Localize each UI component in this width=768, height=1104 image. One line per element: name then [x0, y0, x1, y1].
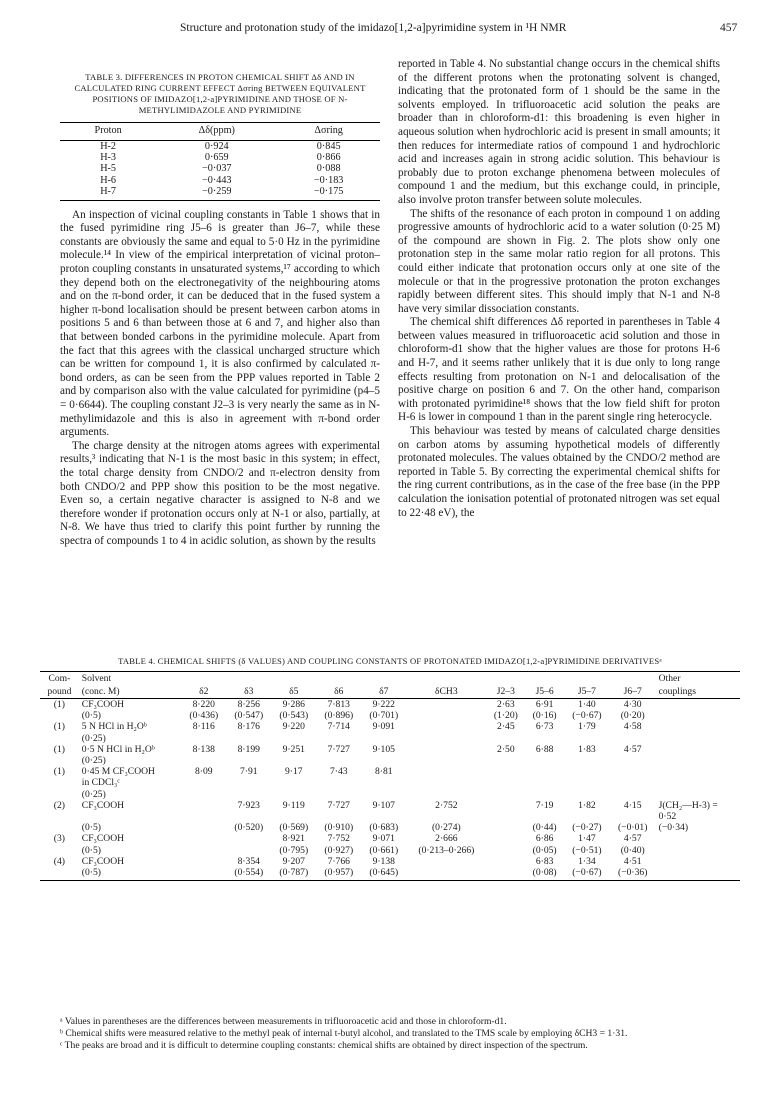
table-cell [656, 777, 740, 788]
table-cell: (1·20) [493, 710, 518, 722]
table-cell: 8·81 [374, 766, 393, 778]
table-cell: 9·105 [372, 743, 395, 755]
table-cell [406, 710, 486, 721]
table-cell: 4·57 [623, 833, 642, 845]
table-cell: 5 N HCl in H₂Oᵇ [81, 721, 147, 733]
table-cell [525, 811, 564, 822]
table-cell: (0·16) [532, 710, 557, 722]
table-cell [610, 789, 656, 800]
table-cell [406, 699, 486, 711]
table-cell: 0·52 [658, 811, 677, 823]
table-cell: 0·45 M CF₃COOH [81, 766, 155, 778]
table-cell: H-5 [100, 163, 117, 175]
table-cell [525, 755, 564, 766]
table-cell: (0·274) [431, 822, 461, 834]
table-cell: (2) [53, 799, 65, 811]
table-cell [610, 755, 656, 766]
table-cell: (1) [53, 766, 65, 778]
table-cell: (0·683) [369, 822, 399, 834]
table-cell: (0·25) [81, 732, 106, 744]
table-cell [271, 733, 316, 744]
table-cell: −0·175 [277, 186, 380, 200]
table-cell [610, 733, 656, 744]
table-cell [486, 777, 525, 788]
table-row [60, 140, 380, 152]
footnote-b: ᵇ Chemical shifts were measured relative to the methyl peak of internal t-butyl alcohol, and translated to the TMS scale by employing δCH3 = 1·31. [60, 1028, 628, 1039]
table-cell [486, 867, 525, 881]
table3-header-cell: Δσring [277, 123, 380, 141]
table-row [40, 755, 740, 766]
table-cell [40, 789, 79, 800]
table-row [40, 744, 740, 755]
table-cell: (0·213–0·266) [418, 844, 475, 856]
table-header-cell [181, 672, 226, 686]
table-cell: 0·845 [316, 140, 341, 152]
table-cell [486, 845, 525, 856]
table-cell [406, 755, 486, 766]
table-cell [79, 811, 181, 822]
table-cell [406, 867, 486, 881]
table-cell [656, 733, 740, 744]
table-cell: 7·923 [237, 799, 260, 811]
table-cell: 4·30 [623, 699, 642, 710]
table-cell: (0·520) [234, 822, 264, 834]
table-cell [361, 755, 406, 766]
table-cell [656, 766, 740, 777]
table-row [40, 833, 740, 844]
table-row [60, 186, 380, 200]
table-cell [181, 777, 226, 788]
table-cell: (0·5) [79, 867, 181, 881]
table-cell [181, 856, 226, 867]
table-cell: (−0·34) [658, 822, 689, 834]
table-cell: 9·222 [372, 699, 395, 710]
footnotes [60, 1016, 740, 1052]
table-cell [40, 845, 79, 856]
table-cell: H-6 [100, 174, 117, 186]
table-header-cell: δ7 [361, 685, 406, 699]
table-cell [564, 777, 610, 788]
table-cell: CF₃COOH [81, 699, 125, 710]
footnote-a: ᵃ Values in parentheses are the differences between measurements in trifluoroacetic acid and those in chloroform-d1. [60, 1016, 507, 1027]
table-cell: 6·73 [535, 721, 554, 733]
table-header-cell: J5–6 [525, 685, 564, 699]
table-header-cell [361, 672, 406, 686]
table-header-cell: pound [40, 685, 79, 699]
table4-caption: TABLE 4. CHEMICAL SHIFTS (δ VALUES) AND COUPLING CONSTANTS OF PROTONATED IMIDAZO[1,2-a]PYRIMIDINE DERIVATIVESᵃ [118, 656, 662, 666]
table-cell: 9·220 [282, 721, 305, 733]
table-cell [271, 755, 316, 766]
table-cell: 1·82 [578, 799, 596, 811]
table-cell: 1·47 [578, 833, 596, 845]
table-cell: (0·05) [532, 844, 557, 856]
table-cell [226, 755, 271, 766]
table-cell: (0·547) [234, 710, 264, 722]
table-cell: 8·199 [237, 743, 260, 755]
table-cell: (0·25) [81, 755, 106, 767]
table-header-cell: J5–7 [564, 685, 610, 699]
table3-header-cell: Δδ(ppm) [156, 123, 277, 141]
table-cell [271, 811, 316, 822]
table-cell [40, 755, 79, 766]
table-header-cell [486, 672, 525, 686]
table-header-cell: δ5 [271, 685, 316, 699]
table-cell: 8·09 [194, 766, 213, 778]
table-cell: (−0·27) [572, 822, 602, 834]
table-cell: H-2 [100, 140, 117, 152]
table-cell: 9·207 [282, 855, 305, 867]
table-cell: (0·40) [620, 844, 645, 856]
table-cell [486, 789, 525, 800]
table-cell [486, 766, 525, 777]
table-header-cell [406, 672, 486, 686]
table-header-cell [564, 672, 610, 686]
table-row [60, 152, 380, 163]
table-cell [486, 833, 525, 844]
table-cell [525, 789, 564, 800]
table-cell [525, 766, 564, 777]
table-cell [406, 766, 486, 777]
table-cell: (0·910) [324, 822, 354, 834]
table-cell: (0·787) [271, 867, 316, 881]
table3-caption: TABLE 3. DIFFERENCES IN PROTON CHEMICAL SHIFT Δδ AND IN CALCULATED RING CURRENT EFFECT Δσring BETWEEN EQUIVALENT POSITIONS OF IMIDAZO[1,2-a]PYRIMIDINE AND THOSE OF N-METHYLIMIDAZOLE AND PYRIMIDINE [74, 72, 366, 115]
table-row [40, 766, 740, 777]
table-cell: (0·543) [279, 710, 309, 722]
table-row [40, 856, 740, 867]
table-cell: (−0·67) [564, 867, 610, 881]
table-cell: 0·924 [204, 140, 229, 152]
table-cell: 4·51 [623, 855, 642, 867]
table-cell [406, 789, 486, 800]
table-cell: −0·183 [313, 174, 344, 186]
table-cell: 7·714 [327, 721, 350, 733]
table-cell: (1) [53, 721, 65, 733]
table-cell: in CDCl₃ᶜ [81, 777, 120, 789]
table-cell: (0·701) [369, 710, 399, 722]
table-cell [406, 856, 486, 867]
table-cell [656, 710, 740, 721]
table-cell: (1) [53, 699, 65, 710]
table-cell [525, 733, 564, 744]
table-cell: 7·766 [327, 855, 350, 867]
table-cell [656, 755, 740, 766]
table-row [40, 721, 740, 732]
table-cell: 4·58 [623, 721, 642, 733]
table-cell: −0·037 [202, 163, 232, 175]
table-row [40, 789, 740, 800]
table-cell [406, 811, 486, 822]
table-cell [316, 755, 361, 766]
table-cell: CF₃COOH [81, 833, 125, 845]
table-header-cell: δ6 [316, 685, 361, 699]
table-header-cell: couplings [656, 685, 740, 699]
table-cell [316, 777, 361, 788]
table3-header-row [60, 123, 380, 141]
table-cell: J(CH₂—H-3) = [658, 799, 718, 811]
body-paragraph: An inspection of vicinal coupling constants in Table 1 shows that in the fused pyrimidine ring J5–6 is greater than J6–7, while these constants are obviously the same and equal to 5·0 Hz in the pyrimidine molecule.¹⁴ In view of the empirical interpretation of vicinal proton–proton coupling constants in unsaturated systems,¹⁷ according to which they depend both on the electronegativity of the neighbouring atoms and on the π-bond order, it can be deduced that in the fused system a higher π-bond localisation should be present between carbon atoms in positions 5 and 6 than between those at 6 and 7, and higher also than that between bonded carbons in the pyrimidine molecule. Apart from the fact that this agrees with the classical uncharged structure which can be written for compound 1, it is also confirmed by calculated π-bond orders, as can be seen from the PPP values reported in Table 2 and by comparison also with the value calculated for pyrimidine (p4–5 = 0·6644). The coupling constant J2–3 is very nearly the same as in N-methylimidazole and this is also in agreement with π-bond order arguments. [60, 208, 380, 439]
table-cell: (4) [53, 855, 65, 867]
table-cell: 8·354 [237, 855, 260, 867]
table-cell: (−0·67) [572, 710, 602, 722]
table3-body [60, 140, 380, 200]
table-cell: 2·45 [497, 721, 515, 733]
table-cell: 2·666 [435, 833, 458, 845]
table-header-cell: δCH3 [406, 685, 486, 699]
table-cell [226, 811, 271, 822]
table-cell [181, 733, 226, 744]
table-cell [610, 766, 656, 777]
table-cell: 7·752 [327, 833, 350, 845]
table-cell: 9·107 [372, 799, 395, 811]
table-cell: H-3 [100, 152, 117, 163]
table-cell: 2·752 [435, 799, 458, 811]
table-header-cell: Other [656, 672, 740, 686]
table-cell [486, 811, 525, 822]
table4-head [40, 672, 740, 699]
table-header-cell [271, 672, 316, 686]
table-cell: (0·5) [81, 710, 101, 722]
table-cell: 2·50 [497, 743, 515, 755]
table-header-cell: Solvent [79, 672, 181, 686]
table-cell [226, 733, 271, 744]
table-cell [40, 733, 79, 744]
body-paragraph: reported in Table 4. No substantial change occurs in the chemical shifts of the different protons when the protonating solvent is changed, indicating that the protonated form of 1 should be the same in the solvents employed. In trifluoroacetic acid solution the peaks are broader than in chloroform-d1: this broadening is even higher in aqueous solution when hydrochloric acid is present in small amounts; it then reduces for intermediate ratios of compound 1 and hydrochloric acid and increases again in strong acidic solution. This behaviour is probably due to proton exchange phenomena between molecules of compound 1 and the medium, but this exchange could, in principle, also involve proton transfer between solute molecules. [398, 58, 720, 206]
table-cell [181, 822, 226, 833]
table-cell [181, 833, 226, 844]
body-paragraph: This behaviour was tested by means of calculated charge densities on carbon atoms by assuming hypothetical models of differently protonated molecules. The values obtained by the CNDO/2 method are reported in Table 5. By correcting the experimental chemical shifts for the ring current contributions, as in the case of the free base (in the PPP calculation the ionisation potential of protonated nitrogen was set equal to 22·48 eV), the [398, 425, 720, 519]
table-header-cell: Com- [40, 672, 79, 686]
table-cell: 7·813 [327, 699, 350, 710]
table-row [40, 699, 740, 711]
left-column [60, 72, 380, 548]
table-cell: 1·40 [578, 699, 596, 710]
table-cell: 9·071 [372, 833, 395, 845]
table-cell: 6·91 [535, 699, 554, 710]
table-cell [656, 699, 740, 711]
table-header-row [40, 672, 740, 686]
table-cell: CF₃COOH [81, 799, 125, 811]
table-cell [406, 777, 486, 788]
table-header-cell: (conc. M) [79, 685, 181, 699]
table-cell: 9·138 [372, 855, 395, 867]
table-cell [610, 811, 656, 822]
table-cell: 4·15 [623, 799, 642, 811]
table-cell [40, 777, 79, 788]
table-cell [564, 755, 610, 766]
table-cell: 8·176 [237, 721, 260, 733]
table-cell: CF₃COOH [81, 855, 125, 867]
table-cell: 0·088 [316, 163, 341, 175]
table-cell [316, 811, 361, 822]
table-cell: 8·138 [192, 743, 215, 755]
table4-block [40, 656, 740, 881]
table-header-cell [226, 672, 271, 686]
table-cell [486, 800, 525, 811]
table-cell: 7·727 [327, 743, 350, 755]
table-cell: 9·286 [282, 699, 305, 710]
table-cell [486, 856, 525, 867]
table-cell: (−0·51) [572, 844, 602, 856]
table-header-cell: J6–7 [610, 685, 656, 699]
table-cell [40, 867, 79, 881]
table-cell [361, 789, 406, 800]
table-cell [181, 845, 226, 856]
table-cell [40, 811, 79, 822]
table-header-row [40, 685, 740, 699]
footnote-c: ᶜ The peaks are broad and it is difficult to determine coupling constants: chemical shifts are obtained by direct inspection of the spectrum. [60, 1040, 588, 1051]
table-cell: (3) [53, 833, 65, 845]
table-cell [181, 811, 226, 822]
table-cell: (0·25) [81, 788, 106, 800]
table-cell: (0·795) [279, 844, 309, 856]
body-paragraph: The charge density at the nitrogen atoms agrees with experimental results,³ indicating that N-1 is the most basic in this system; in effect, the total charge density from CNDO/2 and π-electron density from both CNDO/2 and PPP show this position to be the most negative. Even so, a certain negative character is assigned to N-8 and we therefore wonder if protonation occurs only at N-1 or also, partially, at N-8. We have thus tried to clarify this point further by running the spectra of compounds 1 to 4 in acidic solution, as shown by the results [60, 439, 380, 547]
table-row [40, 800, 740, 811]
table-cell: 2·63 [497, 699, 515, 710]
table-cell [316, 789, 361, 800]
table-row [40, 710, 740, 721]
table-cell [564, 811, 610, 822]
running-title: Structure and protonation study of the imidazo[1,2-a]pyrimidine system in ¹H NMR [180, 22, 567, 34]
table-cell: 0·5 N HCl in H₂Oᵇ [81, 743, 155, 755]
table-cell: 9·091 [372, 721, 395, 733]
table-cell: 7·727 [327, 799, 350, 811]
table-cell [564, 766, 610, 777]
table-cell: (0·5) [81, 822, 101, 834]
table-cell [656, 856, 740, 867]
table-cell: 1·34 [578, 855, 596, 867]
table3-header-cell: Proton [60, 123, 156, 141]
body-paragraph: The shifts of the resonance of each proton in compound 1 on adding progressive amounts of hydrochloric acid to a water solution (0·25 M) of the compound are shown in Fig. 2. The plots show only one protonation step in the same molar ratio region for all protons. This could either indicate that protonation occurs only at one site of the molecule or that in the progressive protonation the proton exchanges rapidly between different sites. This should imply that N-1 and N-8 have very similar dissociation constants. [398, 207, 720, 315]
page-number: 457 [720, 22, 738, 34]
table-cell: 1·83 [578, 743, 596, 755]
table-cell: 8·256 [237, 699, 260, 710]
table-cell [316, 733, 361, 744]
table4-body [40, 699, 740, 881]
table-cell: −0·443 [202, 174, 232, 186]
table-cell: (0·5) [81, 844, 101, 856]
table-cell [40, 710, 79, 721]
table-cell [406, 744, 486, 755]
table-cell [656, 744, 740, 755]
table-cell: (0·661) [369, 844, 399, 856]
table4 [40, 671, 740, 881]
table-row [40, 733, 740, 744]
table-cell: 8·220 [192, 699, 215, 710]
table-cell: 7·19 [535, 799, 554, 811]
table-cell [656, 845, 740, 856]
table-cell [181, 800, 226, 811]
table-cell: 7·43 [329, 766, 348, 778]
table-cell [361, 777, 406, 788]
table-cell [406, 721, 486, 732]
table-cell [181, 867, 226, 881]
table-cell: 0·659 [204, 152, 229, 163]
table-cell: (1) [53, 743, 65, 755]
table-header-cell [316, 672, 361, 686]
table-cell [564, 733, 610, 744]
table-cell: (0·957) [316, 867, 361, 881]
table-cell: 9·17 [284, 766, 303, 778]
table-cell [525, 777, 564, 788]
table-cell: −0·259 [156, 186, 277, 200]
table-cell: 1·79 [578, 721, 596, 733]
table-cell [361, 811, 406, 822]
table-cell: (0·927) [324, 844, 354, 856]
table-row [40, 822, 740, 833]
table-cell [406, 733, 486, 744]
table-row [40, 777, 740, 788]
table-cell: 6·88 [535, 743, 554, 755]
table-cell: H-7 [60, 186, 156, 200]
table-cell [226, 845, 271, 856]
table-cell [226, 777, 271, 788]
table-header-cell: J2–3 [486, 685, 525, 699]
table-cell: 8·116 [192, 721, 215, 733]
table-cell: (0·554) [226, 867, 271, 881]
table-cell: (0·44) [532, 822, 557, 834]
table-cell [226, 789, 271, 800]
table-cell: (0·436) [189, 710, 219, 722]
table-row [40, 867, 740, 881]
table-cell [181, 789, 226, 800]
table-row [60, 175, 380, 186]
table-cell [610, 777, 656, 788]
table-cell: (0·645) [361, 867, 406, 881]
table-cell: (0·569) [279, 822, 309, 834]
table-cell [486, 822, 525, 833]
table-cell: (0·896) [324, 710, 354, 722]
table-cell: (0·20) [620, 710, 645, 722]
table-cell [486, 755, 525, 766]
table-cell [656, 721, 740, 732]
body-paragraph: The chemical shift differences Δδ reported in parentheses in Table 4 between values measured in trifluoroacetic acid solution and those in chloroform-d1 show that the higher values are those for protons H-6 and H-7, and it seems rather unlikely that it is due only to long range effects resulting from protonation on N-1 and delocalisation of the positive charge on position 6 and 7. On the other hand, comparison with protonated pyrimidine¹⁸ shows that the low field shift for proton H-6 is lower in compound 1 than in the parent single ring heterocycle. [398, 316, 720, 424]
table3 [60, 122, 380, 201]
table-cell: 9·119 [282, 799, 305, 811]
table-row [40, 845, 740, 856]
right-column [398, 58, 720, 520]
table-cell [656, 789, 740, 800]
table-cell: 0·866 [316, 152, 341, 163]
table-header-cell [610, 672, 656, 686]
table-cell [181, 755, 226, 766]
table-row [40, 811, 740, 822]
table-cell: 9·251 [282, 743, 305, 755]
table-cell: 6·86 [535, 833, 554, 845]
table-cell: (0·08) [525, 867, 564, 881]
table-header-cell: δ2 [181, 685, 226, 699]
table-cell [226, 833, 271, 844]
table-cell [486, 733, 525, 744]
table-cell: (−0·01) [618, 822, 648, 834]
table-cell [564, 789, 610, 800]
table-cell: 8·921 [282, 833, 305, 845]
table-cell [271, 777, 316, 788]
table-header-cell [525, 672, 564, 686]
table-cell [40, 822, 79, 833]
table-cell [656, 833, 740, 844]
table-cell: 7·91 [239, 766, 258, 778]
table-cell: 4·57 [623, 743, 642, 755]
table-row [60, 163, 380, 174]
table-cell: (−0·36) [610, 867, 656, 881]
table-cell [271, 789, 316, 800]
table-cell [361, 733, 406, 744]
table-cell [656, 867, 740, 881]
table-header-cell: δ3 [226, 685, 271, 699]
table-cell: 6·83 [535, 855, 554, 867]
